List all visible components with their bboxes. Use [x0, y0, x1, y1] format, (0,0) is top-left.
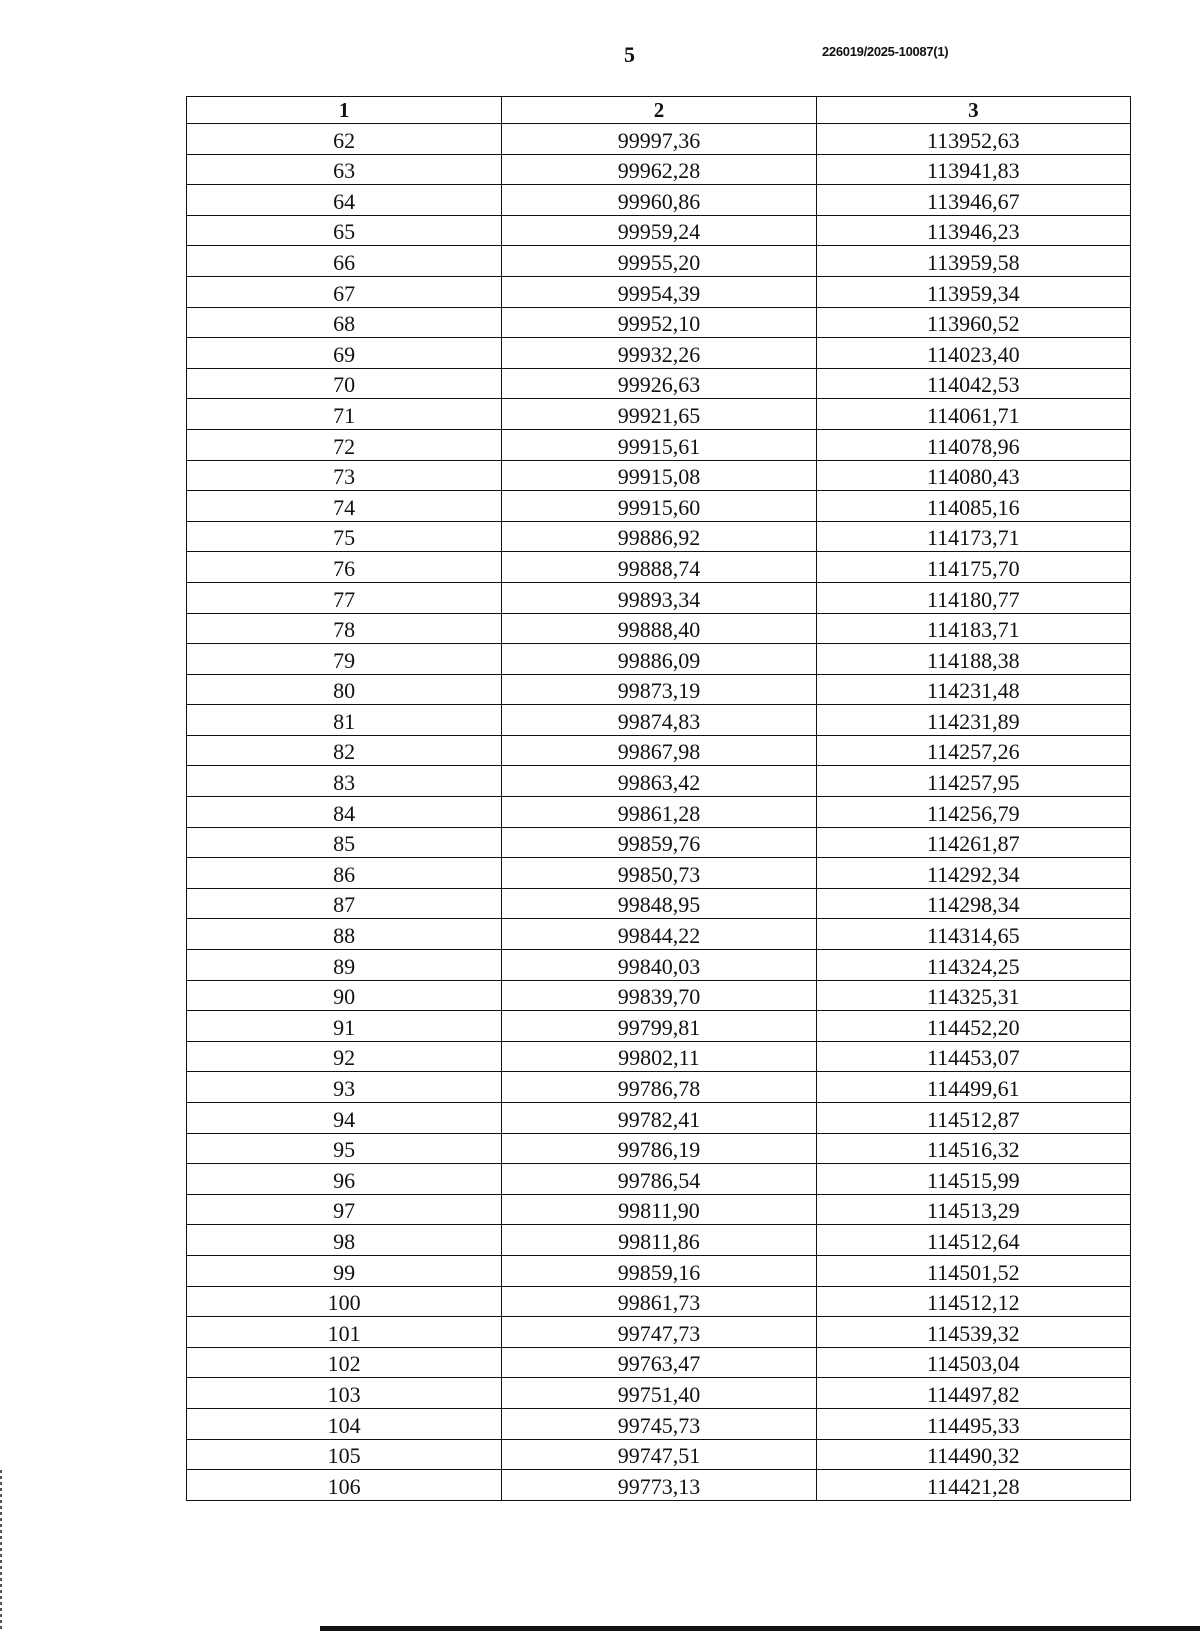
table-row	[187, 1194, 1131, 1225]
x-coordinate-cell: 99893,34	[502, 582, 816, 613]
x-coordinate-cell: 99850,73	[502, 858, 816, 889]
y-coordinate-cell: 114499,61	[816, 1072, 1130, 1103]
x-coordinate-cell: 99926,63	[502, 368, 816, 399]
table-row	[187, 735, 1131, 766]
y-coordinate-cell: 114324,25	[816, 950, 1130, 981]
y-coordinate-cell: 113959,58	[816, 246, 1130, 277]
x-coordinate-cell: 99786,19	[502, 1133, 816, 1164]
point-number-cell: 64	[187, 185, 502, 216]
x-coordinate-cell: 99811,90	[502, 1194, 816, 1225]
table-row	[187, 1439, 1131, 1470]
table-row	[187, 1378, 1131, 1409]
table-row	[187, 521, 1131, 552]
y-coordinate-cell: 114256,79	[816, 797, 1130, 828]
y-coordinate-cell: 114085,16	[816, 491, 1130, 522]
x-coordinate-cell: 99811,86	[502, 1225, 816, 1256]
y-coordinate-cell: 114495,33	[816, 1408, 1130, 1439]
y-coordinate-cell: 114503,04	[816, 1347, 1130, 1378]
y-coordinate-cell: 114061,71	[816, 399, 1130, 430]
column-header: 1	[187, 97, 502, 124]
y-coordinate-cell: 114257,95	[816, 766, 1130, 797]
point-number-cell: 80	[187, 674, 502, 705]
x-coordinate-cell: 99786,54	[502, 1164, 816, 1195]
x-coordinate-cell: 99773,13	[502, 1470, 816, 1501]
point-number-cell: 69	[187, 338, 502, 369]
table-row	[187, 644, 1131, 675]
point-number-cell: 93	[187, 1072, 502, 1103]
x-coordinate-cell: 99763,47	[502, 1347, 816, 1378]
point-number-cell: 78	[187, 613, 502, 644]
point-number-cell: 77	[187, 582, 502, 613]
x-coordinate-cell: 99861,73	[502, 1286, 816, 1317]
table-body	[187, 124, 1131, 1501]
bottom-rule	[320, 1626, 1200, 1631]
page-number: 5	[624, 42, 635, 67]
y-coordinate-cell: 114231,48	[816, 674, 1130, 705]
y-coordinate-cell: 113960,52	[816, 307, 1130, 338]
y-coordinate-cell: 113946,23	[816, 215, 1130, 246]
point-number-cell: 72	[187, 429, 502, 460]
table-row	[187, 980, 1131, 1011]
table-row	[187, 827, 1131, 858]
y-coordinate-cell: 113946,67	[816, 185, 1130, 216]
x-coordinate-cell: 99840,03	[502, 950, 816, 981]
y-coordinate-cell: 114023,40	[816, 338, 1130, 369]
table-row	[187, 1286, 1131, 1317]
point-number-cell: 102	[187, 1347, 502, 1378]
x-coordinate-cell: 99952,10	[502, 307, 816, 338]
y-coordinate-cell: 114421,28	[816, 1470, 1130, 1501]
x-coordinate-cell: 99921,65	[502, 399, 816, 430]
point-number-cell: 85	[187, 827, 502, 858]
document-reference: 226019/2025-10087(1)	[822, 44, 949, 59]
table-row	[187, 1164, 1131, 1195]
y-coordinate-cell: 114515,99	[816, 1164, 1130, 1195]
point-number-cell: 73	[187, 460, 502, 491]
y-coordinate-cell: 114080,43	[816, 460, 1130, 491]
x-coordinate-cell: 99962,28	[502, 154, 816, 185]
x-coordinate-cell: 99915,61	[502, 429, 816, 460]
point-number-cell: 94	[187, 1103, 502, 1134]
x-coordinate-cell: 99799,81	[502, 1011, 816, 1042]
table-row	[187, 368, 1131, 399]
table-row	[187, 1041, 1131, 1072]
table-header-row	[187, 97, 1131, 124]
point-number-cell: 105	[187, 1439, 502, 1470]
table-row	[187, 429, 1131, 460]
scan-edge-mark	[0, 1470, 2, 1630]
y-coordinate-cell: 114173,71	[816, 521, 1130, 552]
point-number-cell: 92	[187, 1041, 502, 1072]
y-coordinate-cell: 114042,53	[816, 368, 1130, 399]
table-row	[187, 1103, 1131, 1134]
table-row	[187, 1255, 1131, 1286]
point-number-cell: 97	[187, 1194, 502, 1225]
point-number-cell: 76	[187, 552, 502, 583]
x-coordinate-cell: 99954,39	[502, 276, 816, 307]
y-coordinate-cell: 114257,26	[816, 735, 1130, 766]
table-row	[187, 1133, 1131, 1164]
x-coordinate-cell: 99747,51	[502, 1439, 816, 1470]
table-row	[187, 1470, 1131, 1501]
y-coordinate-cell: 114183,71	[816, 613, 1130, 644]
y-coordinate-cell: 114292,34	[816, 858, 1130, 889]
x-coordinate-cell: 99839,70	[502, 980, 816, 1011]
x-coordinate-cell: 99859,16	[502, 1255, 816, 1286]
x-coordinate-cell: 99959,24	[502, 215, 816, 246]
x-coordinate-cell: 99932,26	[502, 338, 816, 369]
y-coordinate-cell: 114501,52	[816, 1255, 1130, 1286]
y-coordinate-cell: 114314,65	[816, 919, 1130, 950]
x-coordinate-cell: 99886,09	[502, 644, 816, 675]
table-row	[187, 858, 1131, 889]
x-coordinate-cell: 99915,60	[502, 491, 816, 522]
x-coordinate-cell: 99888,74	[502, 552, 816, 583]
x-coordinate-cell: 99888,40	[502, 613, 816, 644]
y-coordinate-cell: 113959,34	[816, 276, 1130, 307]
y-coordinate-cell: 114516,32	[816, 1133, 1130, 1164]
x-coordinate-cell: 99802,11	[502, 1041, 816, 1072]
x-coordinate-cell: 99859,76	[502, 827, 816, 858]
y-coordinate-cell: 114175,70	[816, 552, 1130, 583]
point-number-cell: 68	[187, 307, 502, 338]
y-coordinate-cell: 114490,32	[816, 1439, 1130, 1470]
point-number-cell: 71	[187, 399, 502, 430]
point-number-cell: 66	[187, 246, 502, 277]
point-number-cell: 89	[187, 950, 502, 981]
y-coordinate-cell: 114188,38	[816, 644, 1130, 675]
point-number-cell: 82	[187, 735, 502, 766]
point-number-cell: 65	[187, 215, 502, 246]
table-row	[187, 276, 1131, 307]
table-row	[187, 950, 1131, 981]
point-number-cell: 106	[187, 1470, 502, 1501]
y-coordinate-cell: 114078,96	[816, 429, 1130, 460]
table-row	[187, 1408, 1131, 1439]
point-number-cell: 86	[187, 858, 502, 889]
point-number-cell: 98	[187, 1225, 502, 1256]
y-coordinate-cell: 114512,12	[816, 1286, 1130, 1317]
y-coordinate-cell: 114231,89	[816, 705, 1130, 736]
point-number-cell: 90	[187, 980, 502, 1011]
table-row	[187, 582, 1131, 613]
table-row	[187, 1225, 1131, 1256]
y-coordinate-cell: 113952,63	[816, 124, 1130, 155]
table-row	[187, 1317, 1131, 1348]
point-number-cell: 79	[187, 644, 502, 675]
point-number-cell: 100	[187, 1286, 502, 1317]
point-number-cell: 101	[187, 1317, 502, 1348]
table-row	[187, 246, 1131, 277]
table-row	[187, 215, 1131, 246]
point-number-cell: 88	[187, 919, 502, 950]
point-number-cell: 87	[187, 888, 502, 919]
x-coordinate-cell: 99786,78	[502, 1072, 816, 1103]
point-number-cell: 67	[187, 276, 502, 307]
table-row	[187, 1347, 1131, 1378]
x-coordinate-cell: 99867,98	[502, 735, 816, 766]
point-number-cell: 62	[187, 124, 502, 155]
x-coordinate-cell: 99747,73	[502, 1317, 816, 1348]
point-number-cell: 75	[187, 521, 502, 552]
table-row	[187, 888, 1131, 919]
column-header: 2	[502, 97, 816, 124]
table-row	[187, 185, 1131, 216]
x-coordinate-cell: 99745,73	[502, 1408, 816, 1439]
point-number-cell: 96	[187, 1164, 502, 1195]
point-number-cell: 70	[187, 368, 502, 399]
table-row	[187, 491, 1131, 522]
table-row	[187, 460, 1131, 491]
y-coordinate-cell: 114298,34	[816, 888, 1130, 919]
table-row	[187, 1011, 1131, 1042]
column-header: 3	[816, 97, 1130, 124]
x-coordinate-cell: 99915,08	[502, 460, 816, 491]
y-coordinate-cell: 114512,64	[816, 1225, 1130, 1256]
x-coordinate-cell: 99863,42	[502, 766, 816, 797]
y-coordinate-cell: 114513,29	[816, 1194, 1130, 1225]
y-coordinate-cell: 114261,87	[816, 827, 1130, 858]
point-number-cell: 95	[187, 1133, 502, 1164]
table-row	[187, 399, 1131, 430]
point-number-cell: 104	[187, 1408, 502, 1439]
x-coordinate-cell: 99960,86	[502, 185, 816, 216]
x-coordinate-cell: 99874,83	[502, 705, 816, 736]
y-coordinate-cell: 114539,32	[816, 1317, 1130, 1348]
y-coordinate-cell: 114325,31	[816, 980, 1130, 1011]
y-coordinate-cell: 113941,83	[816, 154, 1130, 185]
point-number-cell: 91	[187, 1011, 502, 1042]
table-row	[187, 307, 1131, 338]
x-coordinate-cell: 99955,20	[502, 246, 816, 277]
point-number-cell: 103	[187, 1378, 502, 1409]
x-coordinate-cell: 99873,19	[502, 674, 816, 705]
table-row	[187, 705, 1131, 736]
point-number-cell: 63	[187, 154, 502, 185]
table-row	[187, 124, 1131, 155]
x-coordinate-cell: 99997,36	[502, 124, 816, 155]
table-row	[187, 154, 1131, 185]
point-number-cell: 74	[187, 491, 502, 522]
table-row	[187, 797, 1131, 828]
y-coordinate-cell: 114453,07	[816, 1041, 1130, 1072]
x-coordinate-cell: 99751,40	[502, 1378, 816, 1409]
y-coordinate-cell: 114180,77	[816, 582, 1130, 613]
x-coordinate-cell: 99844,22	[502, 919, 816, 950]
table-row	[187, 919, 1131, 950]
x-coordinate-cell: 99782,41	[502, 1103, 816, 1134]
x-coordinate-cell: 99886,92	[502, 521, 816, 552]
point-number-cell: 84	[187, 797, 502, 828]
point-number-cell: 81	[187, 705, 502, 736]
x-coordinate-cell: 99848,95	[502, 888, 816, 919]
table-row	[187, 552, 1131, 583]
point-number-cell: 83	[187, 766, 502, 797]
coordinates-table	[186, 96, 1131, 1501]
y-coordinate-cell: 114452,20	[816, 1011, 1130, 1042]
table-row	[187, 766, 1131, 797]
table-row	[187, 674, 1131, 705]
point-number-cell: 99	[187, 1255, 502, 1286]
y-coordinate-cell: 114497,82	[816, 1378, 1130, 1409]
x-coordinate-cell: 99861,28	[502, 797, 816, 828]
table-row	[187, 338, 1131, 369]
y-coordinate-cell: 114512,87	[816, 1103, 1130, 1134]
table-row	[187, 1072, 1131, 1103]
table-row	[187, 613, 1131, 644]
